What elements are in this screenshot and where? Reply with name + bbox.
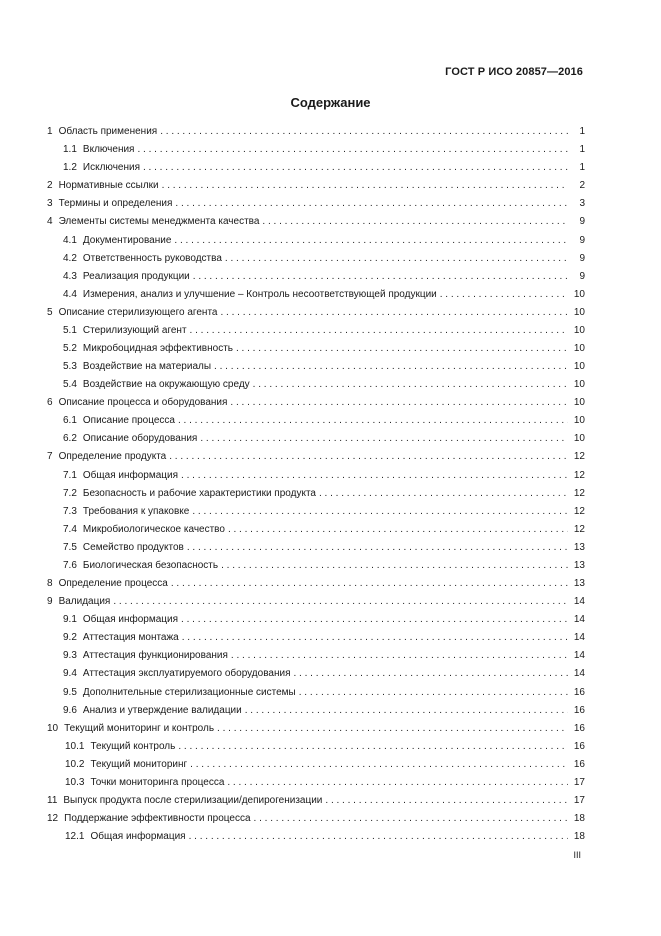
toc-leader-dots [230,396,568,410]
toc-entry-page: 10 [573,397,585,409]
toc-entry-page: 16 [573,722,585,734]
toc-entry-page: 18 [573,813,585,825]
toc-entry[interactable] [45,193,585,211]
toc-entry-page: 1 [579,144,585,156]
toc-entry-number: 5.1 [63,324,77,336]
toc-entry-page: 10 [573,433,585,445]
toc-entry[interactable] [45,464,585,482]
toc-entry-page: 16 [573,758,585,770]
toc-entry-number: 7.3 [63,505,77,517]
toc-entry-number: 9.5 [63,686,77,698]
toc-entry-number: 4.3 [63,270,77,282]
toc-entry[interactable] [45,157,585,175]
toc-entry-title: Документирование [82,234,172,246]
toc-entry-page: 17 [573,776,585,788]
toc-entry-title: Определение продукта [58,451,167,463]
toc-entry-number: 7.2 [63,487,77,499]
toc-entry-title: Требования к упаковке [82,505,190,517]
toc-entry-title: Область применения [58,126,158,138]
toc-entry-number: 7 [47,451,53,463]
toc-entry-page: 13 [573,541,585,553]
toc-entry-page: 9 [579,234,585,246]
toc-entry-number: 12.1 [65,831,85,843]
toc-entry[interactable] [45,284,585,302]
toc-entry-title: Биологическая безопасность [82,559,219,571]
toc-entry-number: 5.3 [63,361,77,373]
toc-leader-dots [192,505,568,519]
standard-designation: ГОСТ Р ИСО 20857—2016 [445,66,583,78]
toc-entry[interactable] [45,537,585,555]
toc-leader-dots [175,197,568,211]
toc-entry[interactable] [45,736,585,754]
toc-entry-title: Элементы системы менеджмента качества [58,216,260,228]
toc-entry-title: Воздействие на материалы [82,361,212,373]
toc-entry-page: 14 [573,614,585,626]
toc-entry-title: Поддержание эффективности процесса [64,813,251,825]
page-folio: III [573,850,581,860]
toc-entry[interactable] [45,627,585,645]
toc-entry-title: Описание процесса [82,415,175,427]
toc-entry-page: 18 [573,831,585,843]
toc-leader-dots [440,288,568,302]
toc-entry-number: 9.6 [63,704,77,716]
toc-entry-title: Микробиологическое качество [82,523,225,535]
toc-entry[interactable] [45,808,585,826]
toc-entry[interactable] [45,356,585,374]
toc-entry[interactable] [45,229,585,247]
toc-entry-number: 9.3 [63,650,77,662]
toc-entry-number: 1.1 [63,144,77,156]
toc-entry-page: 14 [573,632,585,644]
toc-entry-number: 6.2 [63,433,77,445]
toc-entry-number: 5 [47,306,53,318]
toc-entry-number: 4.4 [63,288,77,300]
toc-entry-page: 1 [579,126,585,138]
toc-entry[interactable] [45,790,585,808]
toc-leader-dots [160,125,568,139]
toc-entry[interactable] [45,645,585,663]
toc-entry-title: Реализация продукции [82,270,190,282]
toc-entry-number: 10.2 [65,758,85,770]
toc-leader-dots [178,740,568,754]
toc-entry-number: 4.1 [63,234,77,246]
toc-entry-number: 9.1 [63,614,77,626]
toc-entry[interactable] [45,121,585,139]
toc-entry-number: 10.1 [65,740,85,752]
toc-entry-number: 12 [47,813,59,825]
toc-leader-dots [214,360,568,374]
toc-leader-dots [221,559,568,573]
toc-entry-page: 17 [573,794,585,806]
toc-entry-title: Термины и определения [58,198,173,210]
toc-entry[interactable] [45,591,585,609]
table-of-contents [45,121,585,844]
toc-entry[interactable] [45,663,585,681]
toc-entry-number: 9 [47,596,53,608]
toc-entry[interactable] [45,754,585,772]
toc-entry-number: 7.1 [63,469,77,481]
toc-leader-dots [231,649,568,663]
toc-leader-dots [225,252,568,266]
toc-entry-title: Нормативные ссылки [58,180,159,192]
toc-entry-title: Анализ и утверждение валидации [82,704,242,716]
toc-entry-number: 5.2 [63,343,77,355]
toc-entry-title: Общая информация [82,614,179,626]
toc-entry-number: 8 [47,578,53,590]
toc-entry-number: 7.6 [63,559,77,571]
toc-leader-dots [113,595,568,609]
toc-entry-title: Ответственность руководства [82,252,222,264]
toc-entry-number: 6 [47,397,53,409]
toc-entry-page: 10 [573,288,585,300]
toc-entry-page: 12 [573,451,585,463]
toc-entry-number: 7.4 [63,523,77,535]
toc-entry-page: 10 [573,361,585,373]
toc-title: Содержание [290,95,371,110]
toc-entry-page: 12 [573,487,585,499]
toc-leader-dots [245,704,568,718]
toc-entry[interactable] [45,700,585,718]
toc-entry-title: Выпуск продукта после стерилизации/депирогенизации [63,794,323,806]
toc-entry[interactable] [45,483,585,501]
toc-entry-number: 4.2 [63,252,77,264]
toc-entry-page: 10 [573,306,585,318]
toc-entry-title: Текущий контроль [90,740,176,752]
toc-entry-number: 10 [47,722,59,734]
toc-entry[interactable] [45,772,585,790]
toc-leader-dots [294,667,569,681]
toc-entry[interactable] [45,175,585,193]
toc-entry[interactable] [45,410,585,428]
toc-entry[interactable] [45,338,585,356]
toc-entry[interactable] [45,302,585,320]
toc-entry[interactable] [45,266,585,284]
toc-entry-title: Аттестация монтажа [82,632,179,644]
toc-leader-dots [187,541,568,555]
toc-leader-dots [143,161,568,175]
toc-leader-dots [171,577,568,591]
toc-entry-page: 13 [573,578,585,590]
toc-entry[interactable] [45,428,585,446]
toc-entry-title: Общая информация [90,831,186,843]
toc-entry-page: 14 [573,596,585,608]
toc-entry-page: 10 [573,379,585,391]
toc-leader-dots [227,776,568,790]
toc-entry-page: 12 [573,505,585,517]
toc-entry-page: 16 [573,704,585,716]
toc-entry-title: Аттестация функционирования [82,650,228,662]
toc-entry[interactable] [45,501,585,519]
toc-entry[interactable] [45,826,585,844]
toc-leader-dots [169,450,568,464]
toc-leader-dots [319,487,568,501]
toc-entry[interactable] [45,446,585,464]
toc-entry-title: Измерения, анализ и улучшение – Контроль несоответствующей продукции [82,288,437,300]
toc-entry-page: 13 [573,559,585,571]
toc-entry-page: 1 [579,162,585,174]
toc-entry-title: Валидация [58,596,111,608]
toc-leader-dots [217,722,568,736]
toc-entry[interactable] [45,681,585,699]
toc-entry-page: 12 [573,469,585,481]
toc-leader-dots [228,523,568,537]
toc-entry[interactable] [45,519,585,537]
toc-entry-number: 9.4 [63,668,77,680]
toc-entry-title: Аттестация эксплуатируемого оборудования [82,668,291,680]
toc-entry-number: 10.3 [65,776,85,788]
toc-entry-number: 5.4 [63,379,77,391]
toc-leader-dots [200,432,568,446]
toc-entry-page: 10 [573,324,585,336]
toc-entry-title: Воздействие на окружающую среду [82,379,250,391]
toc-leader-dots [189,830,568,844]
toc-entry-page: 16 [573,740,585,752]
toc-entry-title: Текущий мониторинг и контроль [64,722,215,734]
toc-leader-dots [254,812,568,826]
toc-entry[interactable] [45,573,585,591]
toc-entry-title: Исключения [82,162,140,174]
toc-leader-dots [220,306,568,320]
toc-leader-dots [182,631,568,645]
toc-entry[interactable] [45,139,585,157]
toc-entry-number: 3 [47,198,53,210]
toc-leader-dots [299,686,568,700]
toc-entry-title: Микробоцидная эффективность [82,343,233,355]
toc-entry-title: Описание стерилизующего агента [58,306,218,318]
toc-entry-page: 2 [579,180,585,192]
toc-entry-number: 2 [47,180,53,192]
toc-entry[interactable] [45,555,585,573]
toc-leader-dots [181,469,568,483]
toc-entry[interactable] [45,609,585,627]
toc-entry-title: Безопасность и рабочие характеристики продукта [82,487,316,499]
toc-entry-title: Описание процесса и оборудования [58,397,228,409]
toc-entry-page: 10 [573,415,585,427]
toc-leader-dots [193,270,568,284]
toc-leader-dots [181,613,568,627]
toc-entry-page: 10 [573,343,585,355]
toc-entry-title: Описание оборудования [82,433,198,445]
toc-entry-title: Точки мониторинга процесса [90,776,225,788]
toc-entry[interactable] [45,211,585,229]
toc-entry-title: Включения [82,144,135,156]
toc-entry[interactable] [45,248,585,266]
toc-leader-dots [325,794,568,808]
toc-entry-page: 3 [579,198,585,210]
toc-entry-page: 14 [573,668,585,680]
toc-entry-page: 9 [579,252,585,264]
toc-entry-number: 7.5 [63,541,77,553]
toc-entry[interactable] [45,392,585,410]
toc-entry-number: 11 [47,794,58,806]
toc-entry-title: Текущий мониторинг [90,758,188,770]
toc-entry-page: 12 [573,523,585,535]
toc-entry-title: Дополнительные стерилизационные системы [82,686,296,698]
toc-leader-dots [253,378,568,392]
toc-entry-page: 9 [579,270,585,282]
toc-entry-page: 9 [579,216,585,228]
toc-leader-dots [174,234,568,248]
toc-leader-dots [178,414,568,428]
toc-entry-number: 1 [47,126,53,138]
toc-leader-dots [236,342,568,356]
toc-entry-number: 1.2 [63,162,77,174]
toc-entry[interactable] [45,718,585,736]
toc-leader-dots [190,324,568,338]
toc-entry-title: Семейство продуктов [82,541,184,553]
toc-entry-page: 16 [573,686,585,698]
toc-entry-number: 4 [47,216,53,228]
toc-entry[interactable] [45,374,585,392]
toc-entry-title: Определение процесса [58,578,168,590]
toc-entry-title: Общая информация [82,469,179,481]
toc-entry-page: 14 [573,650,585,662]
toc-leader-dots [162,179,568,193]
toc-entry-number: 9.2 [63,632,77,644]
toc-leader-dots [262,215,568,229]
toc-entry-title: Стерилизующий агент [82,324,187,336]
toc-leader-dots [190,758,568,772]
toc-entry-number: 6.1 [63,415,77,427]
toc-leader-dots [137,143,568,157]
toc-entry[interactable] [45,320,585,338]
